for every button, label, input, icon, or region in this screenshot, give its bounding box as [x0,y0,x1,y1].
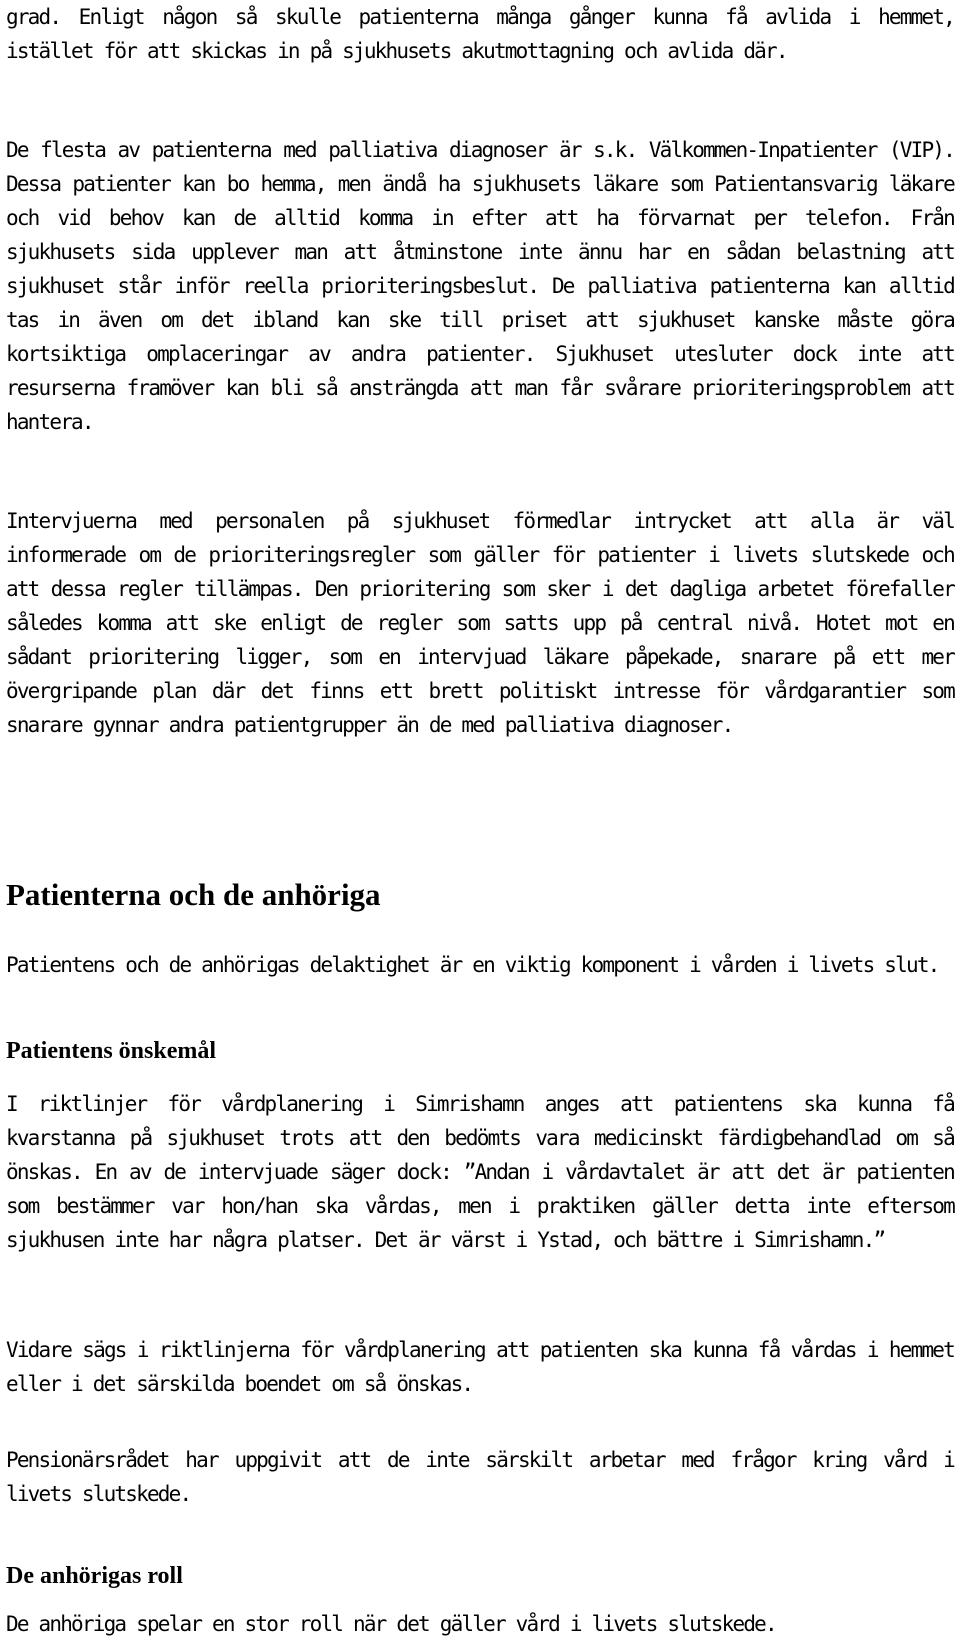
subheading-relatives-role: De anhörigas roll [6,1563,183,1589]
paragraph-home-death: grad. Enligt någon så skulle patienterna många gånger kunna få avlida i hemmet, istället för att skickas in på sjukhusets akutmottagning och avlida där. [6,5,954,63]
paragraph-pensioners-council: Pensionärsrådet har uppgivit att de inte särskilt arbetar med frågor kring vård i livets slutskede. [6,1448,954,1506]
paragraph-care-at-home: Vidare sägs i riktlinjerna för vårdplanering att patienten ska kunna få vårdas i hemmet eller i det särskilda boendet om så önskas. [6,1338,954,1396]
paragraph-vip-patients: De flesta av patienterna med palliativa diagnoser är s.k. Välkommen-Inpatienter (VIP). Dessa patienter kan bo hemma, men ändå ha sjukhusets läkare som Patientansvarig läkare och vid behov kan de alltid komma in efter att ha förvarnat per telefon. Från sjukhusets sida upplever man att åtminstone inte ännu har en sådan belastning att sjukhuset står inför reella prioriteringsbeslut. De palliativa patienterna kan alltid tas in även om det ibland kan ske till priset att sjukhuset kanske måste göra kortsiktiga omplaceringar av andra patienter. Sjukhuset utesluter dock inte att resurserna framöver kan bli så ansträngda att man får svårare prioriteringsproblem att hantera. [6,138,954,434]
paragraph-care-planning: I riktlinjer för vårdplanering i Simrishamn anges att patientens ska kunna få kvarstanna på sjukhuset trots att den bedömts vara medicinskt färdigbehandlad om så önskas. En av de intervjuade säger dock: ”Andan i vårdavtalet är att det är patienten som bestämmer var hon/han ska vårdas, men i praktiken gäller detta inte eftersom sjukhusen inte har några platser. Det är värst i Ystad, och bättre i Simrishamn.” [6,1092,954,1252]
paragraph-staff-interviews: Intervjuerna med personalen på sjukhuset förmedlar intrycket att alla är väl informerade om de prioriteringsregler som gäller för patienter i livets slutskede och att dessa regler tillämpas. Den prioritering som sker i det dagliga arbetet förefaller således komma att ske enligt de regler som satts upp på central nivå. Hotet mot en sådant prioritering ligger, som en intervjuad läkare påpekade, snarare på ett mer övergripande plan där det finns ett brett politiskt intresse för vårdgarantier som snarare gynnar andra patientgrupper än de med palliativa diagnoser. [6,509,954,737]
subheading-patient-wishes: Patientens önskemål [6,1038,216,1064]
paragraph-participation: Patientens och de anhörigas delaktighet är en viktig komponent i vården i livets slut. [6,953,939,977]
paragraph-relatives: De anhöriga spelar en stor roll när det gäller vård i livets slutskede. [6,1612,776,1636]
section-heading-patients-relatives: Patienterna och de anhöriga [6,877,381,912]
